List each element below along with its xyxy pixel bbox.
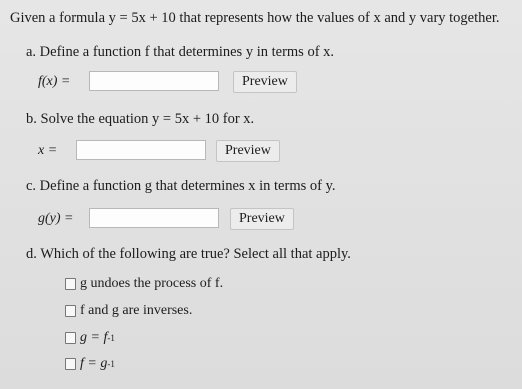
checkbox[interactable] [65,305,76,317]
part-c-label: g(y) = [38,211,74,226]
option-superscript: -1 [107,333,115,343]
checkbox[interactable] [65,332,76,344]
part-b-label: x = [38,143,58,158]
part-b-answer-input[interactable] [76,140,206,160]
part-a-answer-input[interactable] [89,71,219,91]
option-label: f and g are inverses. [80,303,193,318]
part-a-preview-button[interactable]: Preview [233,71,297,93]
part-c-prompt: c. Define a function g that determines x in terms of y. [26,178,336,194]
option-f-g-inverses[interactable] [65,303,192,319]
option-g-undoes-f[interactable] [65,276,223,292]
part-b-prompt: b. Solve the equation y = 5x + 10 for x. [26,111,255,127]
part-c-preview-button[interactable]: Preview [230,208,294,230]
option-label: g undoes the process of f. [80,276,224,291]
option-superscript: -1 [107,359,115,369]
option-label: f = g [80,356,108,371]
option-label: g = f [80,330,108,345]
part-c-answer-input[interactable] [89,208,219,228]
option-f-equals-g-inverse[interactable] [65,356,115,372]
part-b-preview-button[interactable]: Preview [216,140,280,162]
checkbox[interactable] [65,358,76,370]
part-d-prompt: d. Which of the following are true? Select all that apply. [26,246,351,262]
option-g-equals-f-inverse[interactable] [65,330,115,346]
question-stem: Given a formula y = 5x + 10 that represents how the values of x and y vary together. [10,10,500,26]
part-a-prompt: a. Define a function f that determines y in terms of x. [26,44,335,60]
part-a-label: f(x) = [38,74,71,89]
checkbox[interactable] [65,278,76,290]
